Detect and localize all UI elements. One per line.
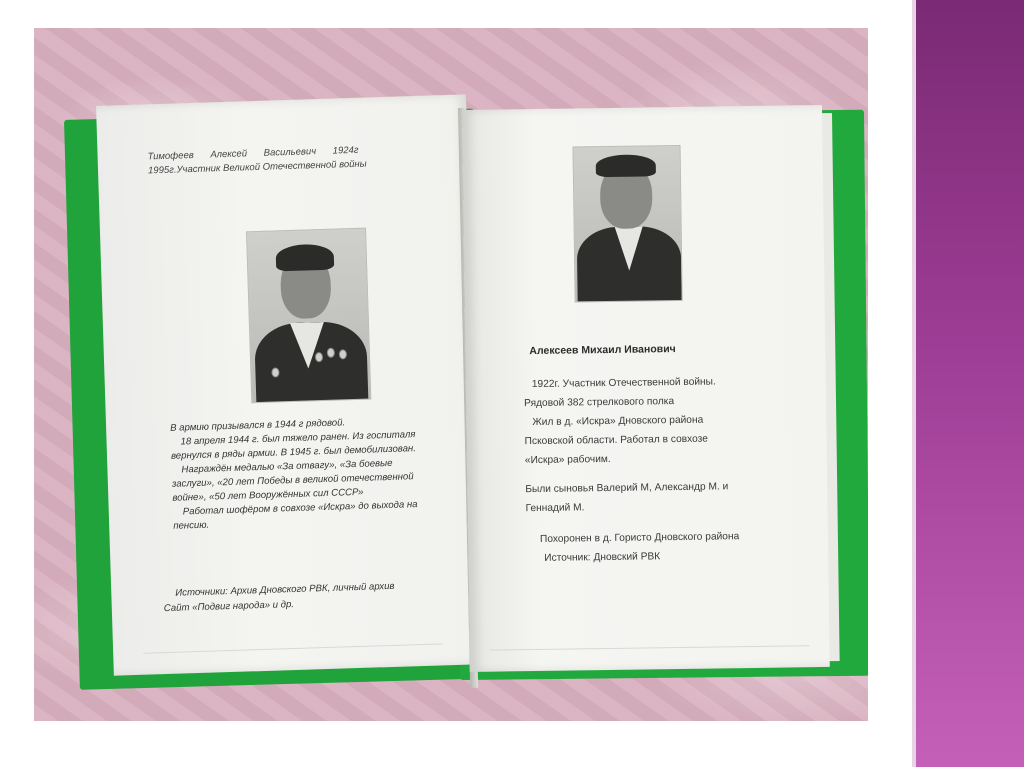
left-header-line-2: 1995г.Участник Великой Отечественной войны [147, 158, 367, 177]
left-body-line: В армию призывался в 1944 г рядовой. [169, 417, 346, 434]
left-header-line-1: Тимофеев Алексей Васильевич 1924г [147, 144, 359, 163]
portrait-alekseev [573, 145, 683, 302]
left-body-line: вернулся в ряды армии. В 1945 г. был демобилизован. [170, 443, 417, 462]
right-body-line: Источник: Дновский РВК [544, 551, 661, 564]
right-page-name: Алексеев Михаил Иванович [529, 343, 676, 358]
page-rule [143, 643, 443, 653]
slide-accent-bar [916, 0, 1024, 767]
left-sources-line: Источники: Архив Дновского РВК, личный архив [175, 580, 395, 599]
left-body-line: 18 апреля 1944 г. был тяжело ранен. Из госпиталя [180, 429, 416, 448]
left-body-line: пенсию. [173, 519, 210, 532]
left-sources-line: Сайт «Подвиг народа» и др. [163, 599, 295, 615]
left-page [96, 94, 484, 675]
photo-open-folder [34, 28, 868, 721]
left-body-line: войне», «50 лет Вооружённых сил СССР» [172, 486, 364, 504]
left-page-header [147, 142, 408, 178]
right-body-line: «Искра» рабочим. [524, 453, 611, 467]
left-page-body [170, 413, 441, 533]
page-rule [490, 645, 810, 650]
right-page-body [524, 371, 817, 568]
right-body-line: 1922г. Участник Отечественной войны. [531, 376, 716, 391]
right-body-line: Похоронен в д. Гористо Дновского района [539, 531, 740, 545]
right-body-line: Геннадий М. [525, 502, 585, 515]
left-page-sources [163, 578, 434, 616]
right-page [462, 105, 830, 672]
right-body-line: Были сыновья Валерий М, Александр М. и [525, 481, 729, 496]
left-body-line: заслуги», «20 лет Победы в великой отечественной [171, 471, 414, 490]
right-body-line: Жил в д. «Искра» Дновского района [532, 414, 704, 429]
right-body-line: Псковской области. Работал в совхозе [524, 433, 708, 448]
portrait-timofeev [246, 228, 371, 404]
right-body-line: Рядовой 382 стрелкового полка [524, 396, 675, 410]
left-body-line: Работал шофёром в совхозе «Искра» до выхода на [182, 499, 418, 518]
left-body-line: Награждён медалью «За отвагу», «За боевые [181, 457, 393, 476]
